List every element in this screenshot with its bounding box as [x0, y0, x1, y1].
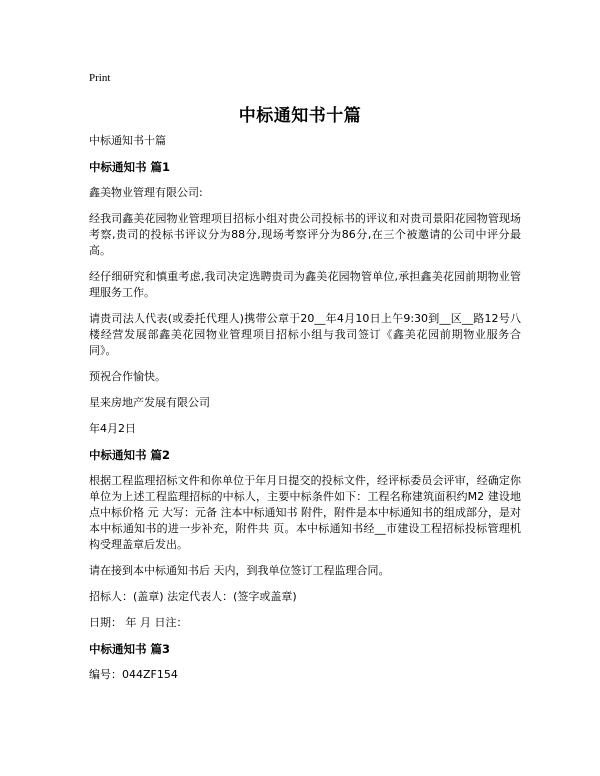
document-subtitle: 中标通知书十篇: [89, 134, 166, 147]
paragraph: 鑫美物业管理有限公司:: [89, 186, 203, 199]
paragraph: 经仔细研究和慎重考虑,我司决定选聘贵司为鑫美花园物管单位,承担鑫美花园前期物业管理服务工作。: [89, 270, 521, 299]
paragraph: 预祝合作愉快。: [89, 370, 166, 383]
paragraph: 年4月2日: [89, 422, 136, 435]
paragraph: 请在接到本中标通知书后 天内，到我单位签订工程监理合同。: [89, 564, 390, 577]
paragraph: 根据工程监理招标文件和你单位于年月日提交的投标文件，经评标委员会评审，经确定你单位为上述工程监理招标的中标人，主要中标条件如下：工程名称建筑面积约M2 建设地点中标价格 元 大写：元备 注本中标通知书 附件，附件是本中标通知书的组成部分，是对本中标通知书的进一步补充，附件共 页。本中标通知书经__市建设工程招标投标管理机构受理盖章后发出。: [89, 474, 521, 551]
paragraph: 编号：044ZF154: [89, 668, 178, 681]
paragraph: 日期： 年 月 日注：: [89, 616, 188, 629]
print-link[interactable]: Print: [89, 72, 111, 84]
page-title: 中标通知书十篇: [238, 106, 362, 126]
paragraph: 星来房地产发展有限公司: [89, 396, 210, 409]
paragraph: 招标人：(盖章) 法定代表人：(签字或盖章): [89, 590, 297, 603]
document-body: [89, 133, 521, 693]
paragraph: 经我司鑫美花园物业管理项目招标小组对贵公司投标书的评议和对贵司景阳花园物管现场考察,贵司的投标书评议分为88分,现场考察评分为86分,在三个被邀请的公司中评分最高。: [89, 212, 521, 257]
section-heading: 中标通知书 篇1: [89, 160, 171, 174]
paragraph: 请贵司法人代表(或委托代理人)携带公章于20__年4月10日上午9:30到__区__路12号八楼经营发展部鑫美花园物业管理项目招标小组与我司签订《鑫美花园前期物业服务合同》。: [89, 312, 521, 357]
section-heading: 中标通知书 篇3: [89, 642, 171, 656]
section-heading: 中标通知书 篇2: [89, 448, 171, 462]
